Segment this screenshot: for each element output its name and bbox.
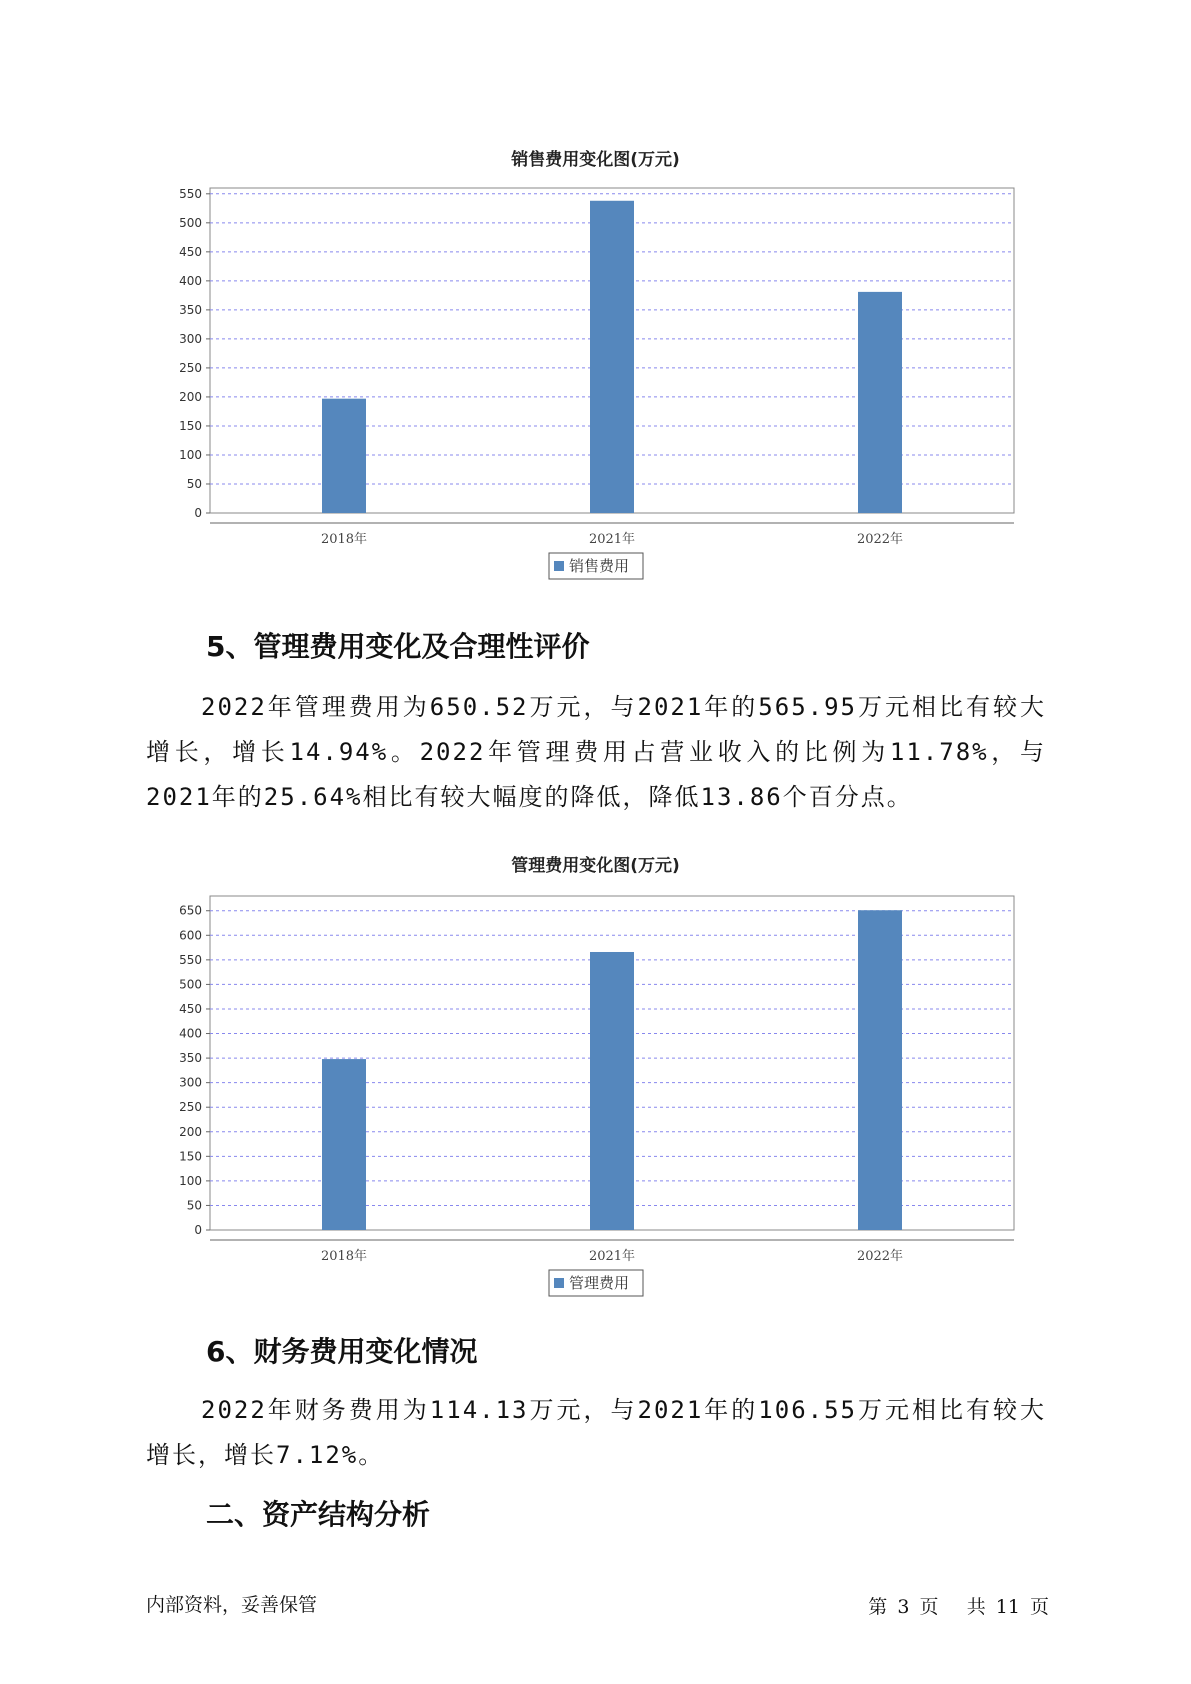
y-tick-label: 550 (179, 186, 202, 201)
x-tick-label: 2021年 (588, 532, 636, 547)
y-tick-label: 400 (179, 1026, 202, 1041)
y-tick-label: 350 (179, 302, 202, 317)
total-prefix: 共 (966, 1596, 986, 1618)
section-5-paragraph: 2022年管理费用为650.52万元，与2021年的565.95万元相比有较大增长，增长14.94%。2022年管理费用占营业收入的比例为11.78%，与2021年的25.64%相比有较大幅度的降低，降低13.86个百分点。 (146, 693, 1046, 811)
y-tick-label: 100 (179, 1173, 202, 1188)
y-tick-label: 0 (194, 1223, 202, 1237)
footer-confidential: 内部资料，妥善保管 (146, 1594, 318, 1616)
y-tick-label: 200 (179, 389, 202, 404)
section-6-paragraph: 2022年财务费用为114.13万元，与2021年的106.55万元相比有较大增长，增长7.12%。 (146, 1396, 1046, 1469)
bar-2022年 (858, 292, 902, 513)
chart-title-sales: 销售费用变化图(万元) (511, 150, 680, 170)
page-num: 3 (897, 1596, 910, 1618)
y-tick-label: 300 (179, 331, 202, 346)
y-tick-label: 200 (179, 1124, 202, 1139)
section-two-heading: 二、资产结构分析 (206, 1498, 431, 1531)
bar-2018年 (322, 399, 366, 513)
sales-expense-chart (0, 140, 1191, 580)
y-tick-label: 100 (179, 447, 202, 462)
y-tick-label: 150 (179, 418, 202, 433)
y-tick-label: 450 (179, 244, 202, 259)
y-tick-label: 350 (179, 1051, 202, 1066)
total-num: 11 (995, 1596, 1020, 1618)
x-tick-label: 2021年 (588, 1249, 636, 1264)
bar-2021年 (590, 952, 634, 1230)
bar-2021年 (590, 201, 634, 513)
footer-page-number (866, 1592, 1051, 1619)
y-tick-label: 500 (179, 215, 202, 230)
y-tick-label: 600 (179, 928, 202, 943)
x-tick-label: 2018年 (320, 1249, 368, 1264)
y-tick-label: 300 (179, 1075, 202, 1090)
y-tick-label: 250 (179, 1100, 202, 1115)
chart-title-admin: 管理费用变化图(万元) (511, 856, 680, 876)
y-tick-label: 550 (179, 952, 202, 967)
y-tick-label: 150 (179, 1149, 202, 1164)
section-6-heading: 6、财务费用变化情况 (206, 1335, 478, 1368)
y-tick-label: 50 (186, 476, 202, 491)
y-tick-label: 250 (179, 360, 202, 375)
legend-swatch (554, 561, 564, 571)
y-tick-label: 400 (179, 273, 202, 288)
page-unit: 页 (919, 1596, 939, 1618)
total-unit: 页 (1029, 1596, 1049, 1618)
legend-label: 销售费用 (569, 557, 630, 575)
legend-swatch (554, 1278, 564, 1288)
page-prefix: 第 (868, 1596, 888, 1618)
y-tick-label: 50 (186, 1198, 202, 1213)
section-5-heading: 5、管理费用变化及合理性评价 (206, 630, 590, 663)
legend-label: 管理费用 (569, 1274, 630, 1292)
y-tick-label: 0 (194, 506, 202, 520)
x-tick-label: 2022年 (856, 1249, 904, 1264)
x-tick-label: 2022年 (856, 532, 904, 547)
admin-expense-chart (0, 846, 1191, 1306)
bar-2022年 (858, 910, 902, 1230)
y-tick-label: 450 (179, 1001, 202, 1016)
bar-2018年 (322, 1059, 366, 1230)
x-tick-label: 2018年 (320, 532, 368, 547)
y-tick-label: 650 (179, 903, 202, 918)
y-tick-label: 500 (179, 977, 202, 992)
